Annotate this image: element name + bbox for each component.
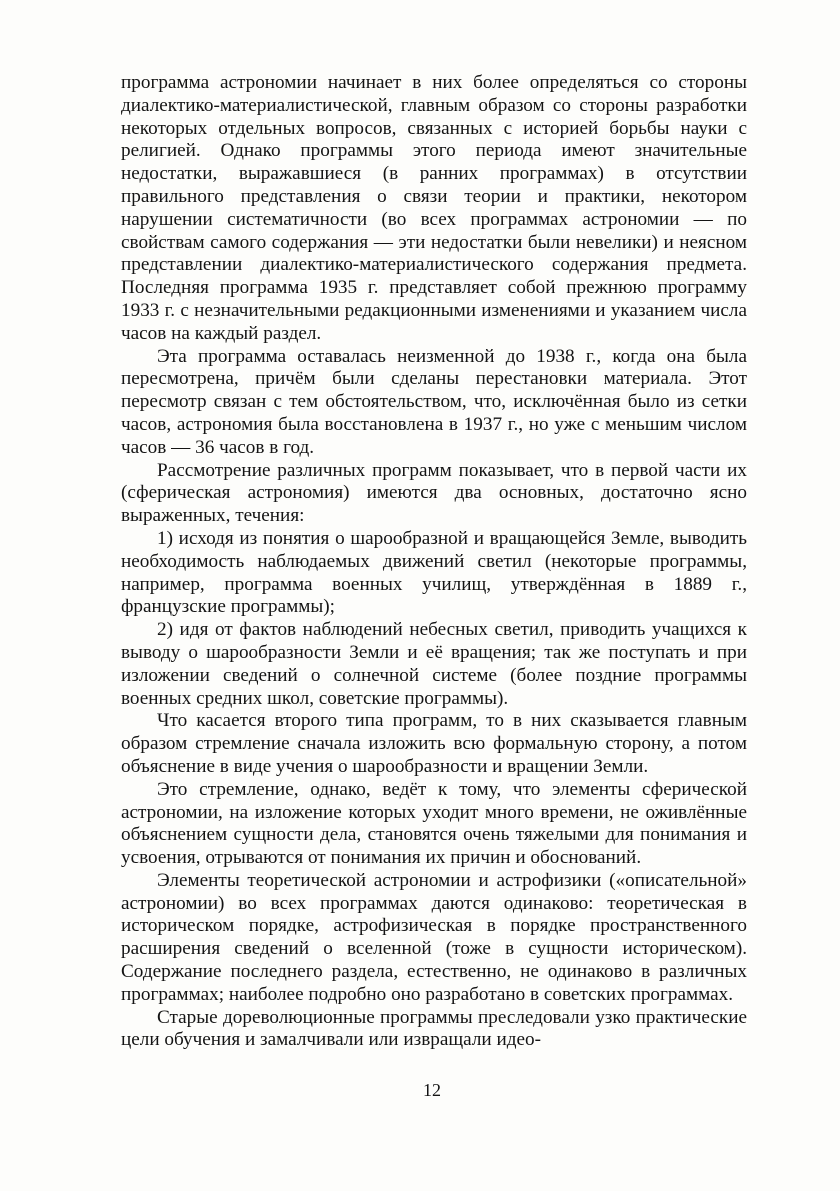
paragraph-6: Элементы теоретической астрономии и астрофизики («описательной» астрономии) во всех программах даются одинаково: теоретическая в историческом порядке, астрофизическая в порядке пространственного расширения сведений о вселенной (тоже в сущности историческом). Содержание последнего раздела, естественно, не одинаково в различных программах; наиболее подробно оно разработано в советских программах. [121, 869, 747, 1005]
page-number: 12 [423, 1080, 441, 1100]
paragraph-1: программа астрономии начинает в них более определяться со стороны диалектико-материалистической, главным образом со стороны разработки некоторых отдельных вопросов, связанных с историей борьбы науки с религией. Однако программы этого периода имеют значительные недостатки, выражавшиеся (в ранних программах) в отсутствии правильного представления о связи теории и практики, некотором нарушении систематичности (во всех программах астрономии — по свойствам самого содержания — эти недостатки были невелики) и неясном представлении диалектико-материалистического содержания предмета. Последняя программа 1935 г. представляет собой прежнюю программу 1933 г. с незначительными редакционными изменениями и указанием числа часов на каждый раздел. [121, 72, 747, 344]
paragraph-2: Эта программа оставалась неизменной до 1938 г., когда она была пересмотрена, причём были сделаны перестановки материала. Этот пересмотр связан с тем обстоятельством, что, исключённая было из сетки часов, астрономия была восстановлена в 1937 г., но уже с меньшим числом часов — 36 часов в год. [121, 345, 747, 458]
paragraph-3: Рассмотрение различных программ показывает, что в первой части их (сферическая астрономия) имеются два основных, достаточно ясно выраженных, течения: [121, 459, 747, 527]
paragraph-5: Это стремление, однако, ведёт к тому, что элементы сферической астрономии, на изложение которых уходит много времени, не оживлённые объяснением сущности дела, становятся очень тяжелыми для понимания и усвоения, отрываются от понимания их причин и обоснований. [121, 778, 747, 869]
body-text [121, 72, 747, 1052]
paragraph-4: Что касается второго типа программ, то в них сказывается главным образом стремление сначала изложить всю формальную сторону, а потом объяснение в виде учения о шарообразности и вращении Земли. [121, 710, 747, 777]
paragraph-7: Старые дореволюционные программы преследовали узко практические цели обучения и замалчивали или извращали идео- [121, 1006, 747, 1051]
list-item-1: 1) исходя из понятия о шарообразной и вращающейся Земле, выводить необходимость наблюдаемых движений светил (некоторые программы, например, программа военных училищ, утверждённая в 1889 г., французские программы); [121, 527, 747, 618]
list-item-2: 2) идя от фактов наблюдений небесных светил, приводить учащихся к выводу о шарообразности Земли и её вращения; так же поступать и при изложении сведений о солнечной системе (более поздние программы военных средних школ, советские программы). [121, 619, 747, 709]
